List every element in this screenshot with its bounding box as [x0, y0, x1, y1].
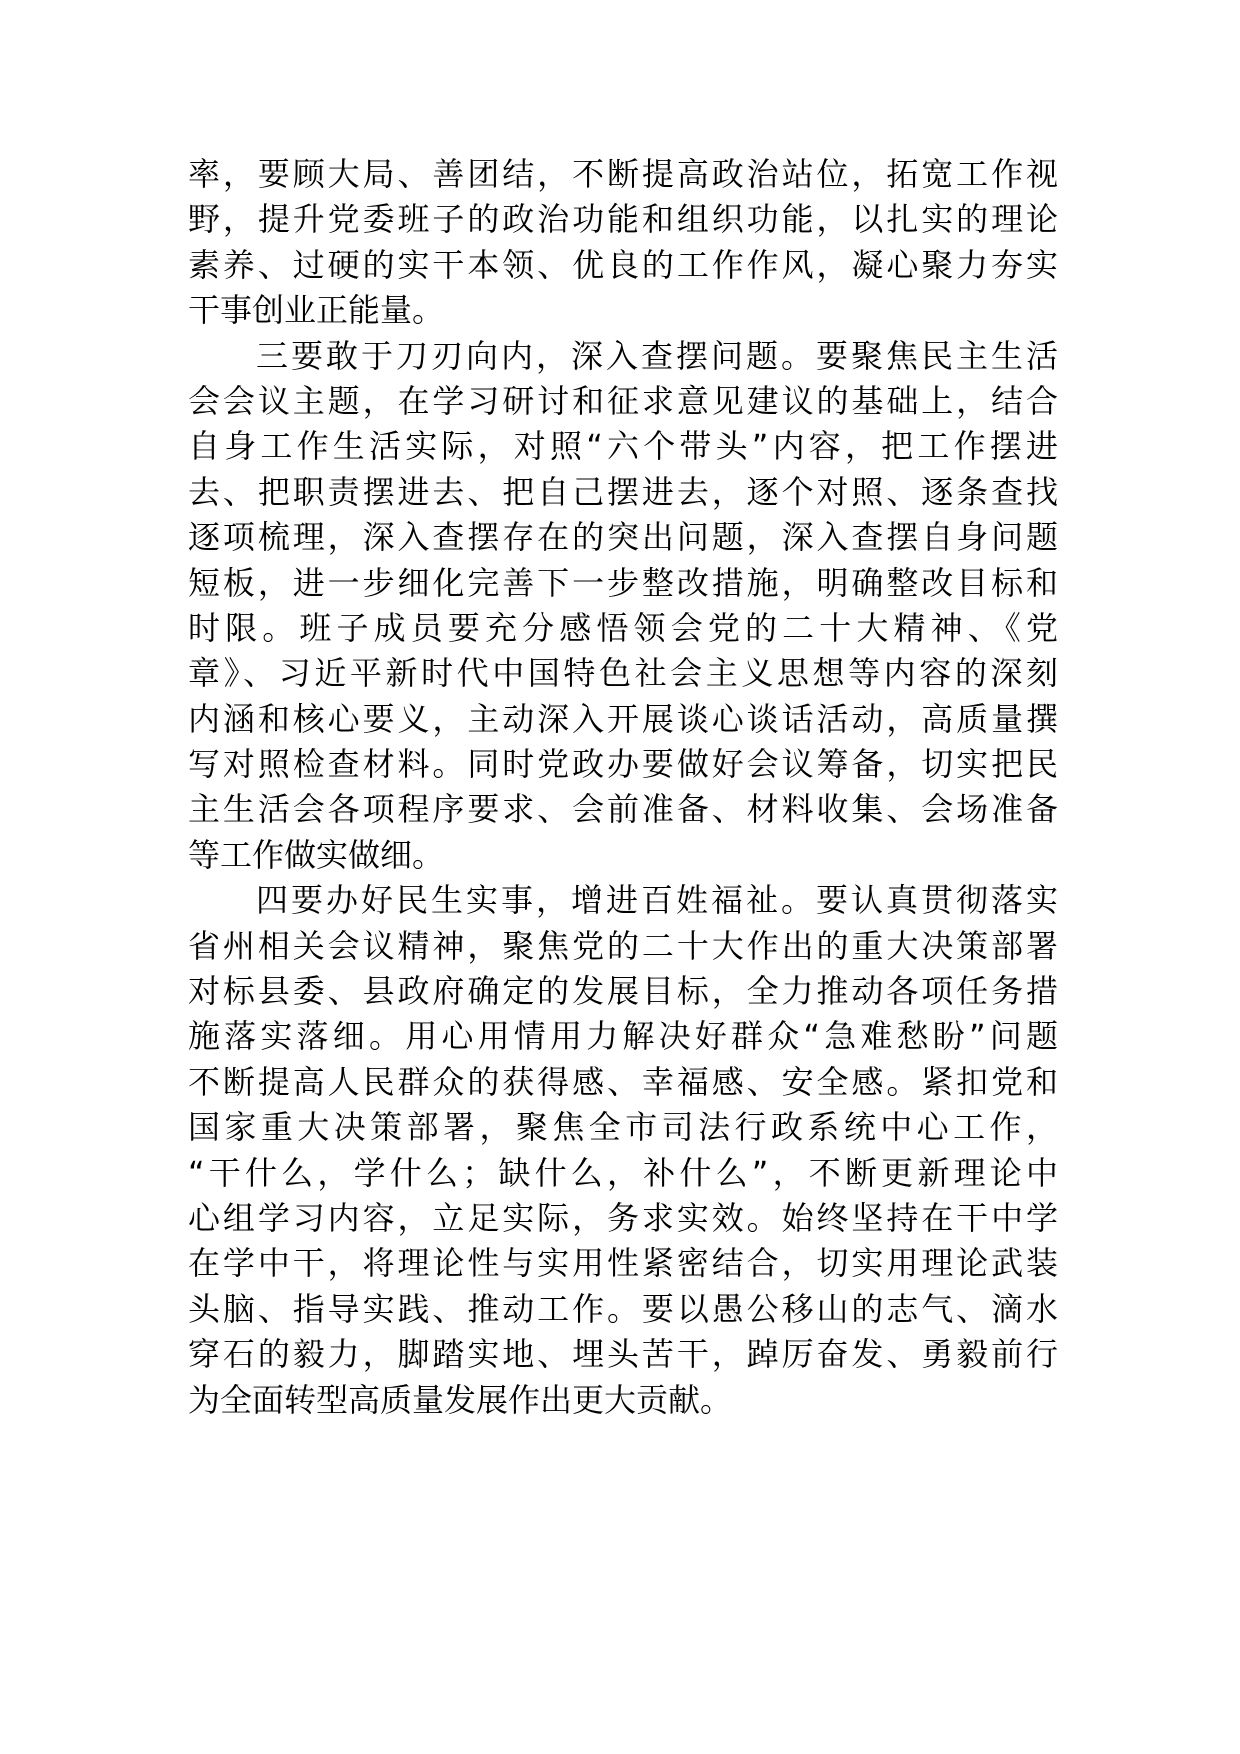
text-line: 不断提高人民群众的获得感、幸福感、安全感。紧扣党和	[188, 1062, 1058, 1101]
text-line: 野，提升党委班子的政治功能和组织功能，以扎实的理论	[188, 200, 1058, 239]
text-line: 素养、过硬的实干本领、优良的工作作风，凝心聚力夯实	[188, 245, 1058, 284]
text-line: 省州相关会议精神，聚焦党的二十大作出的重大决策部署	[188, 926, 1058, 965]
text-line: 心组学习内容，立足实际，务求实效。始终坚持在干中学	[188, 1198, 1058, 1237]
text-line: 去、把职责摆进去、把自己摆进去，逐个对照、逐条查找	[188, 472, 1058, 511]
text-line: 短板，进一步细化完善下一步整改措施，明确整改目标和	[188, 563, 1058, 602]
text-line: 时限。班子成员要充分感悟领会党的二十大精神、《党	[188, 608, 1058, 647]
text-line: 章》、习近平新时代中国特色社会主义思想等内容的深刻	[188, 654, 1058, 693]
text-line: 会会议主题，在学习研讨和征求意见建议的基础上，结合	[188, 381, 1058, 420]
text-line: 三要敢于刀刃向内，深入查摆问题。要聚焦民主生活	[256, 336, 1058, 375]
text-line: 施落实落细。用心用情用力解决好群众“急难愁盼”问题	[188, 1017, 1058, 1056]
text-line: 穿石的毅力，脚踏实地、埋头苦干，踔厉奋发、勇毅前行	[188, 1335, 1058, 1374]
text-line: 为全面转型高质量发展作出更大贡献。	[188, 1380, 733, 1419]
text-line: “干什么，学什么；缺什么，补什么”，不断更新理论中	[188, 1153, 1058, 1192]
text-line: 主生活会各项程序要求、会前准备、材料收集、会场准备	[188, 790, 1058, 829]
text-line: 写对照检查材料。同时党政办要做好会议筹备，切实把民	[188, 745, 1058, 784]
text-line: 在学中干，将理论性与实用性紧密结合，切实用理论武装	[188, 1244, 1058, 1283]
text-line: 头脑、指导实践、推动工作。要以愚公移山的志气、滴水	[188, 1289, 1058, 1328]
text-line: 等工作做实做细。	[188, 835, 445, 874]
text-line: 逐项梳理，深入查摆存在的突出问题，深入查摆自身问题	[188, 518, 1058, 557]
text-line: 自身工作生活实际，对照“六个带头”内容，把工作摆进	[188, 427, 1058, 466]
text-line: 对标县委、县政府确定的发展目标，全力推动各项任务措	[188, 972, 1058, 1011]
text-line: 率，要顾大局、善团结，不断提高政治站位，拓宽工作视	[188, 155, 1058, 193]
document-page	[188, 152, 1058, 1423]
text-line: 国家重大决策部署，聚焦全市司法行政系统中心工作，	[188, 1108, 1058, 1147]
text-line: 四要办好民生实事，增进百姓福祉。要认真贯彻落实	[256, 881, 1058, 920]
text-line: 干事创业正能量。	[188, 291, 445, 330]
text-line: 内涵和核心要义，主动深入开展谈心谈话活动，高质量撰	[188, 699, 1058, 738]
